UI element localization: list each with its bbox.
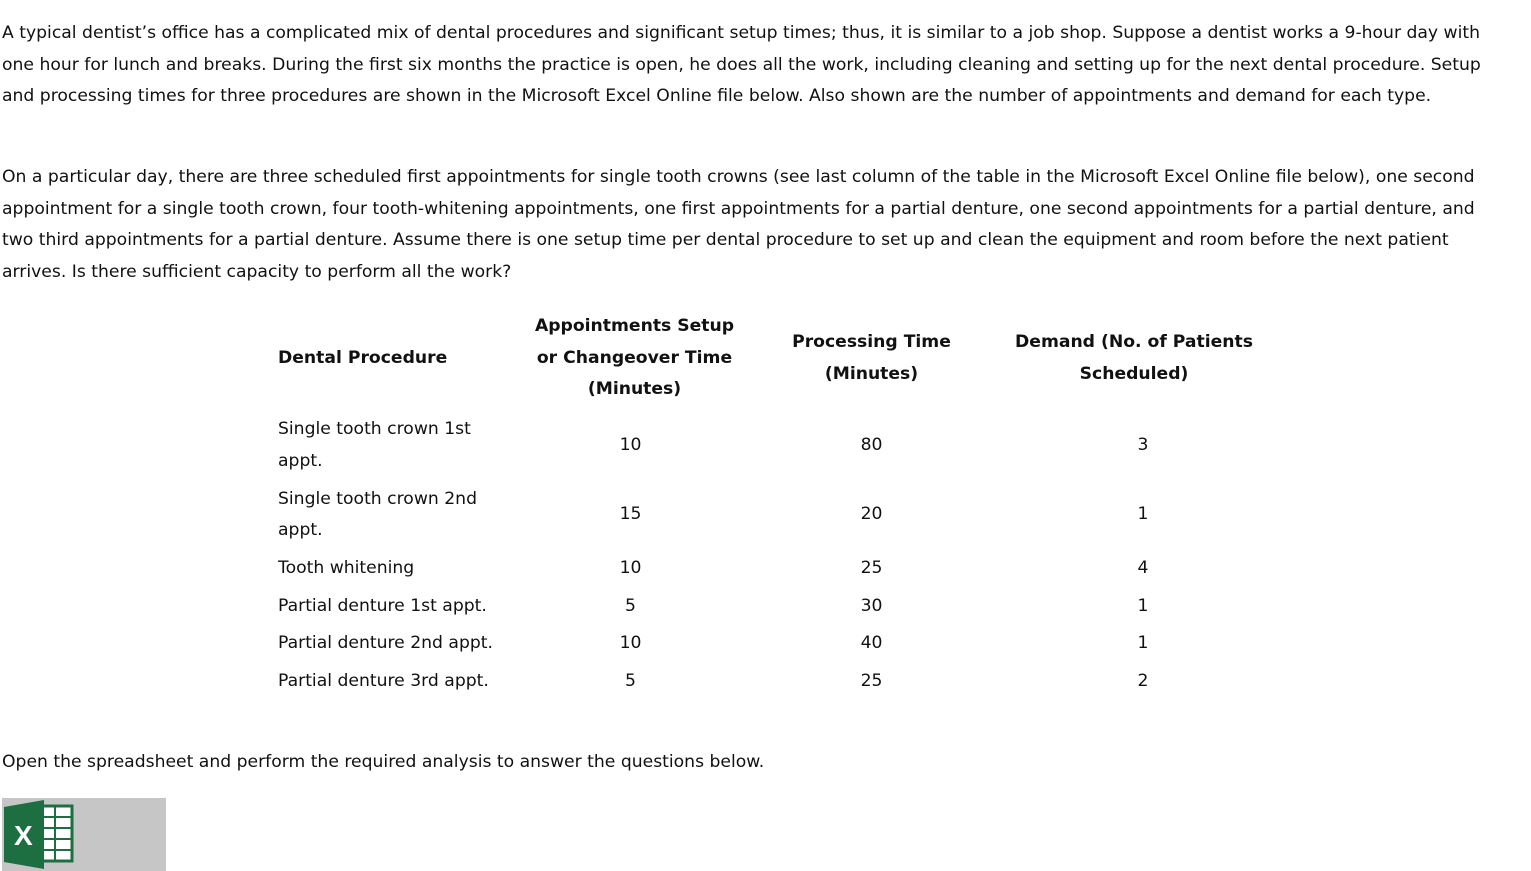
procedure-cell: Partial denture 3rd appt. <box>278 671 489 692</box>
procedure-cell: Single tooth crown 2nd appt. <box>278 488 477 541</box>
setup-cell: 15 <box>619 504 642 525</box>
procedure-cell: Partial denture 2nd appt. <box>278 633 493 654</box>
instruction-paragraph: Open the spreadsheet and perform the required analysis to answer the questions below. <box>2 752 765 772</box>
table-row <box>270 663 1278 701</box>
demand-cell: 4 <box>1137 557 1149 578</box>
demand-cell: 3 <box>1137 434 1149 455</box>
header-processing-time: Processing Time (Minutes) <box>792 331 951 384</box>
intro-paragraph-2: On a particular day, there are three scheduled first appointments for single tooth crowns (see last column of the table in the Microsoft Excel Online file below), one second appointment for a single tooth crown, four tooth-whitening appointments, one first appointments for a partial denture, one second appointments for a partial denture, and two third appointments for a partial denture. Assume there is one setup time per dental procedure to set up and clean the equipment and room before the next patient arrives. Is there sufficient capacity to perform all the work? <box>2 167 1475 283</box>
demand-cell: 1 <box>1137 633 1149 654</box>
processing-cell: 25 <box>860 671 883 692</box>
procedure-cell: Single tooth crown 1st appt. <box>278 419 471 471</box>
demand-cell: 2 <box>1137 671 1149 692</box>
processing-cell: 80 <box>860 434 883 455</box>
setup-cell: 5 <box>625 595 636 616</box>
excel-icon-letter: X <box>14 820 33 851</box>
setup-cell: 10 <box>619 557 642 578</box>
table-header-row <box>270 311 1278 411</box>
table-row <box>270 411 1278 480</box>
header-setup-time: Appointments Setup or Changeover Time (Minutes) <box>534 316 735 400</box>
processing-cell: 40 <box>860 633 883 654</box>
table-row <box>270 481 1278 550</box>
table-row <box>270 625 1278 663</box>
processing-cell: 20 <box>860 504 883 525</box>
processing-cell: 25 <box>860 557 883 578</box>
procedure-cell: Partial denture 1st appt. <box>278 595 487 616</box>
demand-cell: 1 <box>1137 504 1149 525</box>
table-row <box>270 550 1278 588</box>
setup-cell: 10 <box>619 633 642 654</box>
procedure-cell: Tooth whitening <box>278 557 415 578</box>
intro-paragraph-1: A typical dentist’s office has a complicated mix of dental procedures and significant setup times; thus, it is similar to a job shop. Suppose a dentist works a 9-hour day with one hour for lunch and breaks. During the first six months the practice is open, he does all the work, including cleaning and setting up for the next dental procedure. Setup and processing times for three procedures are shown in the Microsoft Excel Online file below. Also shown are the number of appointments and demand for each type. <box>2 23 1481 107</box>
header-demand: Demand (No. of Patients Scheduled) <box>1015 331 1253 384</box>
setup-cell: 10 <box>619 434 642 455</box>
setup-cell: 5 <box>625 671 636 692</box>
table-row <box>270 588 1278 626</box>
header-dental-procedure: Dental Procedure <box>278 347 448 368</box>
demand-cell: 1 <box>1137 595 1149 616</box>
processing-cell: 30 <box>860 595 883 616</box>
excel-file-link[interactable] <box>2 798 166 871</box>
procedures-table <box>270 311 1278 701</box>
excel-icon <box>2 798 76 871</box>
